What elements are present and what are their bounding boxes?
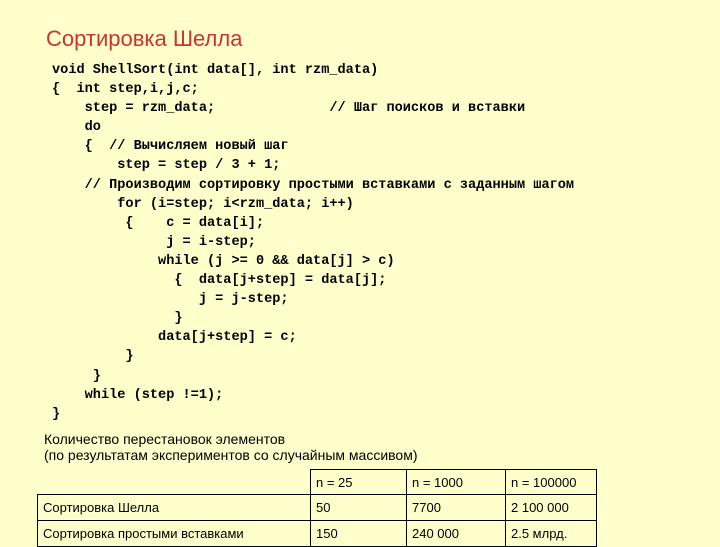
code-line: { int step,i,j,c; <box>52 82 199 98</box>
code-line: } <box>52 368 101 384</box>
code-line: data[j+step] = c; <box>52 330 297 346</box>
code-line: step = step / 3 + 1; <box>52 158 281 174</box>
code-block <box>52 61 574 424</box>
header-cell-empty <box>38 470 311 495</box>
row-label: Сортировка простыми вставками <box>38 521 311 547</box>
code-line: } <box>52 349 134 365</box>
table-row <box>38 521 597 547</box>
code-line: while (step !=1); <box>52 387 224 403</box>
code-line: void ShellSort(int data[], int rzm_data) <box>52 63 379 78</box>
table-row <box>38 495 597 521</box>
row-label: Сортировка Шелла <box>38 495 311 521</box>
code-line: } <box>52 311 183 327</box>
table-cell: 2.5 млрд. <box>506 521 597 547</box>
code-line: j = i-step; <box>52 234 256 250</box>
code-line: j = j-step; <box>52 292 289 308</box>
header-cell: n = 1000 <box>407 470 506 495</box>
table-cell: 150 <box>311 521 407 547</box>
code-line: // Производим сортировку простыми вставками с заданным шагом <box>52 177 575 193</box>
table-cell: 2 100 000 <box>506 495 597 521</box>
code-line: while (j >= 0 && data[j] > c) <box>52 253 395 269</box>
caption-line-2: (по результатам экспериментов со случайным массивом) <box>44 447 418 463</box>
header-cell: n = 25 <box>311 470 407 495</box>
code-line: { c = data[i]; <box>52 215 265 231</box>
table-cell: 240 000 <box>407 521 506 547</box>
code-line: } <box>52 406 61 422</box>
table-caption <box>44 431 418 463</box>
code-line: do <box>52 120 101 136</box>
code-line: for (i=step; i<rzm_data; i++) <box>52 196 354 212</box>
table-cell: 50 <box>311 495 407 521</box>
code-line: step = rzm_data; // Шаг поисков и вставки <box>52 101 526 117</box>
table-header-row <box>38 470 597 495</box>
code-line: { data[j+step] = data[j]; <box>52 273 387 289</box>
header-cell: n = 100000 <box>506 470 597 495</box>
table-cell: 7700 <box>407 495 506 521</box>
caption-line-1: Количество перестановок элементов <box>44 431 286 447</box>
slide-title: Сортировка Шелла <box>46 26 243 51</box>
results-table <box>37 469 597 547</box>
code-line: { // Вычисляем новый шаг <box>52 139 289 155</box>
